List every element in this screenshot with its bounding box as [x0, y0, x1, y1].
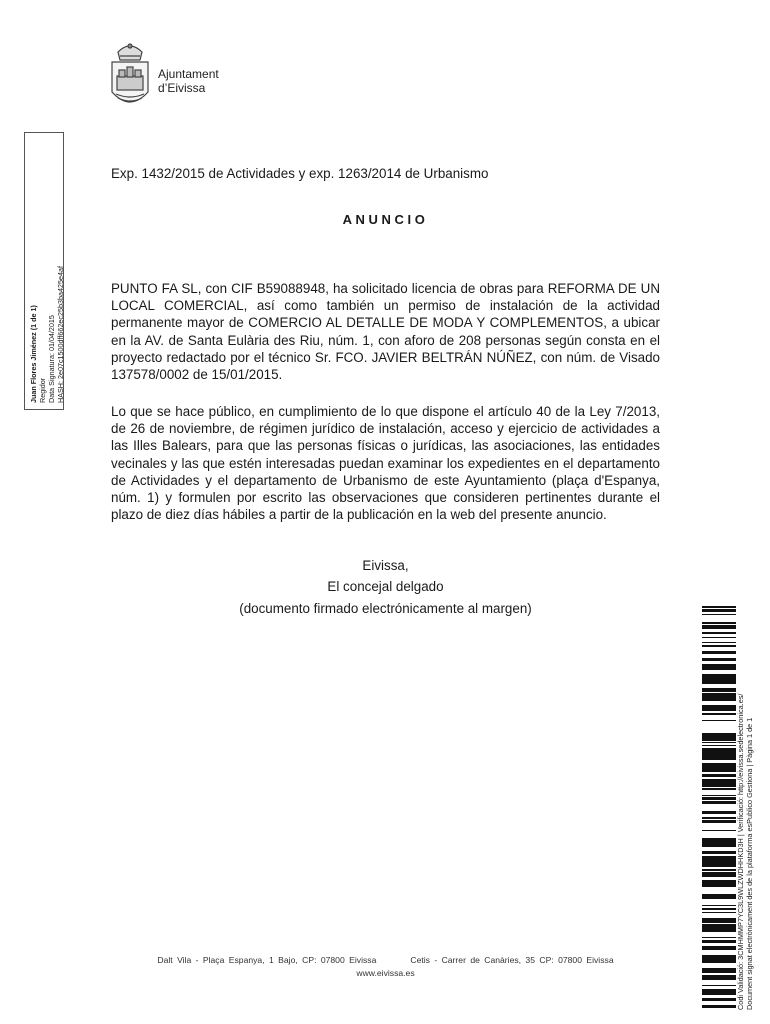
announcement-paragraph-2: Lo que se hace público, en cumplimiento de lo que dispone el artículo 40 de la Ley 7/2013, de 26 de noviembre, de régimen jurídico de instalación, acceso y ejercicio de actividades a las Illes Balears, para que las personas físicas o jurídicas, las asociaciones, las entidades vecinales y las que estén interesadas puedan examinar los expedientes en el departamento de Actividades y el departamento de Urbanismo de este Ayuntamiento (plaça d'Espanya, núm. 1) y formulen por escrito las observaciones que consideren pertinentes durante el plazo de diez días hábiles a partir de la publicación en la web del presente anuncio.	[111, 404, 660, 523]
verification-text	[736, 620, 754, 1010]
footer-address-2: Cetis - Carrer de Canàries, 35 CP: 07800 Eivissa	[410, 955, 614, 965]
electronic-signature-note: (documento firmado electrónicamente al margen)	[239, 601, 532, 616]
document-title: ANUNCIO	[342, 212, 429, 227]
verification-barcode	[702, 606, 736, 1010]
org-line-2: d’Eivissa	[158, 81, 206, 95]
verification-code: Codi Validació: 3CMHMMP7YC3L9WLZWDHHKD3H | Verificació: http://eivissa.sedelectronica.es/	[736, 693, 745, 1010]
organization-name	[158, 67, 219, 95]
signature-stamp	[24, 132, 64, 410]
signer-role: Regidor	[38, 377, 47, 403]
footer-website: www.eivissa.es	[356, 968, 415, 978]
coat-of-arms-logo	[108, 42, 152, 112]
file-reference: Exp. 1432/2015 de Actividades y exp. 1263/2014 de Urbanismo	[111, 166, 489, 181]
signer-title: El concejal delgado	[327, 579, 444, 594]
page-footer	[111, 955, 660, 978]
announcement-paragraph-1: PUNTO FA SL, con CIF B59088948, ha solicitado licencia de obras para REFORMA DE UN LOCAL COMERCIAL, así como también un permiso de instalación de la actividad permanente mayor de COMERCIO AL DETALLE DE MODA Y COMPLEMENTOS, a ubicar en la AV. de Santa Eulària des Riu, núm. 1, con aforo de 208 personas según consta en el proyecto redactado por el técnico Sr. FCO. JAVIER BELTRÁN NÚÑEZ, con núm. de Visado 137578/0002 de 15/01/2015.	[111, 281, 660, 383]
signature-date: Data Signatura: 01/04/2015	[47, 315, 56, 403]
signer-name: Juan Flores Jiménez (1 de 1)	[29, 305, 38, 403]
footer-address-1: Dalt Vila - Plaça Espanya, 1 Bajo, CP: 07800 Eivissa	[157, 955, 377, 965]
signature-hash: HASH: 2e07c1500dff662ec25b3ba425e4af	[56, 266, 65, 403]
verification-platform: Document signat electrònicament des de la plataforma esPublico Gestiona | Pàgina 1 de 1	[745, 717, 755, 1010]
org-line-1: Ajuntament	[158, 67, 219, 81]
signature-place: Eivissa,	[362, 558, 409, 573]
